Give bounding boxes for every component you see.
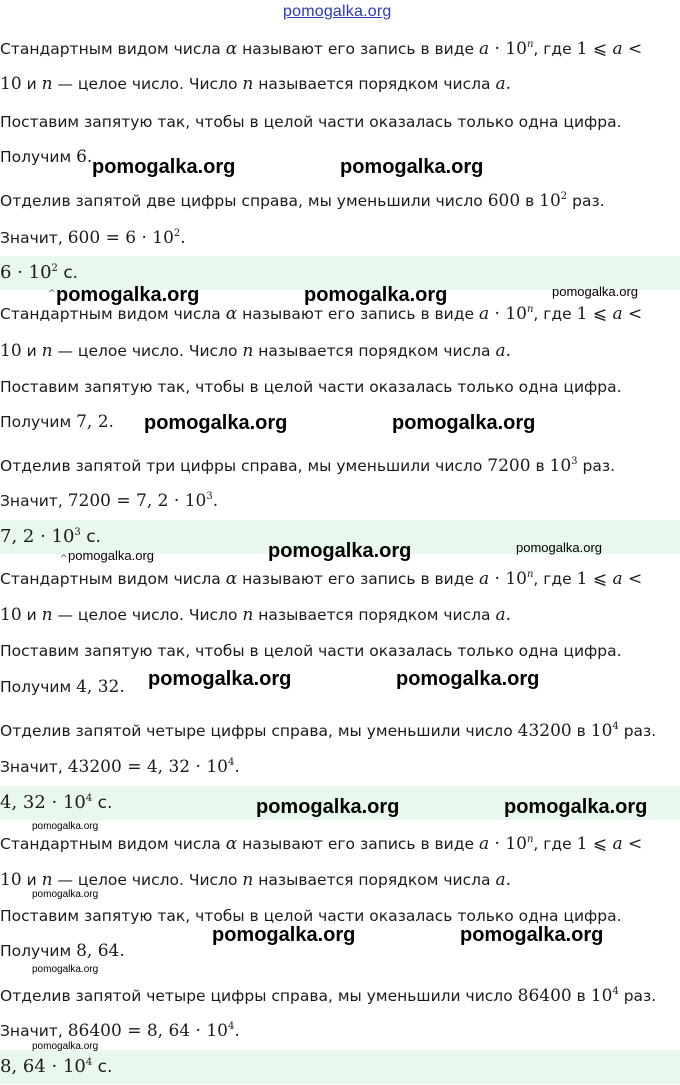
rule-line: Поставим запятую так, чтобы в целой части оказалась только одна цифра. bbox=[0, 378, 622, 396]
answer-box: 7, $2 \cdot 10^3$ с. bbox=[0, 520, 680, 554]
mark-glyph: ^ bbox=[60, 554, 68, 564]
result-line: Получим 7, 2. bbox=[0, 412, 114, 432]
watermark: pomogalka.org bbox=[460, 924, 604, 946]
definition-line-1: Стандартным видом числа α называют его запись в виде a · 10$^n$, где 1 ⩽ a < bbox=[0, 569, 643, 589]
rule-line: Поставим запятую так, чтобы в целой части оказалась только одна цифра. bbox=[0, 907, 622, 925]
watermark: pomogalka.org bbox=[32, 889, 99, 900]
rule-line: Поставим запятую так, чтобы в целой части оказалась только одна цифра. bbox=[0, 642, 622, 660]
shift-line: Отделив запятой две цифры справа, мы уменьшили число 600 в $10^2$ раз. bbox=[0, 191, 605, 211]
watermark: pomogalka.org bbox=[148, 668, 292, 690]
watermark: pomogalka.org bbox=[552, 284, 638, 299]
header-site-link[interactable]: pomogalka.org bbox=[283, 3, 392, 20]
conclusion-line: Значит, $600 = 6 \cdot 10^2$. bbox=[0, 228, 186, 248]
watermark: pomogalka.org bbox=[396, 668, 540, 690]
result-line: Получим 4, 32. bbox=[0, 677, 125, 697]
answer-box: $6 \cdot 10^2$ с. bbox=[0, 256, 680, 290]
watermark: pomogalka.org bbox=[516, 540, 602, 555]
watermark: pomogalka.org bbox=[256, 796, 400, 818]
watermark: pomogalka.org bbox=[92, 156, 236, 178]
rule-line: Поставим запятую так, чтобы в целой части оказалась только одна цифра. bbox=[0, 113, 622, 131]
conclusion-line: Значит, 7200 = 7, $2 \cdot 10^3$. bbox=[0, 491, 219, 511]
definition-line-2: 10 и n — целое число. Число n называется порядком числа a. bbox=[0, 341, 511, 361]
answer-box: 4, $32 \cdot 10^4$ с. bbox=[0, 786, 680, 820]
definition-line-1: Стандартным видом числа α называют его запись в виде a · 10$^n$, где 1 ⩽ a < bbox=[0, 304, 643, 324]
watermark: pomogalka.org bbox=[304, 284, 448, 306]
shift-line: Отделив запятой четыре цифры справа, мы уменьшили число 43200 в $10^4$ раз. bbox=[0, 721, 657, 741]
conclusion-line: Значит, 86400 = 8, $64 \cdot 10^4$. bbox=[0, 1021, 240, 1041]
definition-line-2: 10 и n — целое число. Число n называется порядком числа a. bbox=[0, 74, 511, 94]
answer-box: 8, $64 \cdot 10^4$ с. bbox=[0, 1050, 680, 1084]
watermark: pomogalka.org bbox=[212, 924, 356, 946]
result-line: Получим 6. bbox=[0, 147, 93, 167]
definition-line-2: 10 и n — целое число. Число n называется порядком числа a. bbox=[0, 870, 511, 890]
conclusion-line: Значит, 43200 = 4, $32 \cdot 10^4$. bbox=[0, 757, 240, 777]
mark-glyph: ^ bbox=[48, 289, 56, 299]
watermark: pomogalka.org bbox=[56, 284, 200, 306]
result-line: Получим 8, 64. bbox=[0, 941, 125, 961]
definition-line-1: Стандартным видом числа α называют его запись в виде a · 10$^n$, где 1 ⩽ a < bbox=[0, 39, 643, 59]
shift-line: Отделив запятой четыре цифры справа, мы уменьшили число 86400 в $10^4$ раз. bbox=[0, 986, 657, 1006]
watermark: pomogalka.org bbox=[504, 796, 648, 818]
watermark: pomogalka.org bbox=[144, 412, 288, 434]
watermark: pomogalka.org bbox=[32, 821, 99, 832]
watermark: pomogalka.org bbox=[268, 540, 412, 562]
watermark: pomogalka.org bbox=[392, 412, 536, 434]
watermark: pomogalka.org bbox=[32, 964, 99, 975]
watermark: pomogalka.org bbox=[68, 548, 154, 563]
shift-line: Отделив запятой три цифры справа, мы уменьшили число 7200 в $10^3$ раз. bbox=[0, 456, 615, 476]
watermark: pomogalka.org bbox=[340, 156, 484, 178]
definition-line-1: Стандартным видом числа α называют его запись в виде a · 10$^n$, где 1 ⩽ a < bbox=[0, 834, 643, 854]
watermark: pomogalka.org bbox=[32, 1041, 99, 1052]
definition-line-2: 10 и n — целое число. Число n называется порядком числа a. bbox=[0, 605, 511, 625]
